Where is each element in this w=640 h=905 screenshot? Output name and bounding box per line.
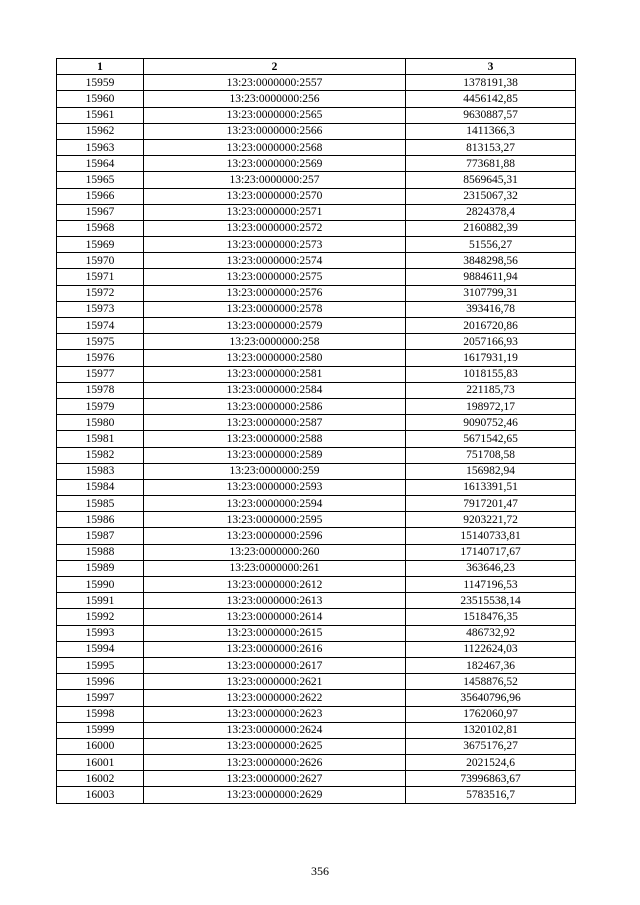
table-row [57,220,576,236]
table-row [57,496,576,512]
cadastral-number-cell: 13:23:0000000:2615 [144,625,406,641]
table-row [57,577,576,593]
table-row [57,204,576,220]
cadastral-number-cell: 13:23:0000000:2571 [144,204,406,220]
table-row [57,560,576,576]
row-number-cell: 15986 [57,512,144,528]
row-number-cell: 15981 [57,431,144,447]
table-row [57,479,576,495]
value-cell: 773681,88 [406,156,576,172]
row-number-cell: 15972 [57,285,144,301]
value-cell: 751708,58 [406,447,576,463]
table-row [57,123,576,139]
cadastral-number-cell: 13:23:0000000:2588 [144,431,406,447]
cadastral-number-cell: 13:23:0000000:2595 [144,512,406,528]
row-number-cell: 15998 [57,706,144,722]
cadastral-number-cell: 13:23:0000000:2572 [144,220,406,236]
value-cell: 2021524,6 [406,755,576,771]
value-cell: 198972,17 [406,398,576,414]
row-number-cell: 15970 [57,253,144,269]
row-number-cell: 15992 [57,609,144,625]
table-row [57,156,576,172]
table-row [57,301,576,317]
column-header-3: 3 [406,59,576,75]
value-cell: 2824378,4 [406,204,576,220]
cadastral-number-cell: 13:23:0000000:256 [144,91,406,107]
row-number-cell: 15962 [57,123,144,139]
row-number-cell: 15960 [57,91,144,107]
table-row [57,512,576,528]
table-row [57,544,576,560]
table-row [57,431,576,447]
table-row [57,91,576,107]
value-cell: 7917201,47 [406,496,576,512]
table-row [57,334,576,350]
row-number-cell: 15961 [57,107,144,123]
cadastral-number-cell: 13:23:0000000:2565 [144,107,406,123]
table-row [57,674,576,690]
row-number-cell: 15984 [57,479,144,495]
value-cell: 23515538,14 [406,593,576,609]
row-number-cell: 16002 [57,771,144,787]
value-cell: 2315067,32 [406,188,576,204]
row-number-cell: 15974 [57,318,144,334]
row-number-cell: 15988 [57,544,144,560]
row-number-cell: 15983 [57,463,144,479]
cadastral-number-cell: 13:23:0000000:2626 [144,755,406,771]
row-number-cell: 15968 [57,220,144,236]
table-row [57,738,576,754]
cadastral-number-cell: 13:23:0000000:2593 [144,479,406,495]
row-number-cell: 15989 [57,560,144,576]
cadastral-number-cell: 13:23:0000000:259 [144,463,406,479]
cadastral-number-cell: 13:23:0000000:2578 [144,301,406,317]
header-row [57,59,576,75]
value-cell: 3848298,56 [406,253,576,269]
value-cell: 221185,73 [406,382,576,398]
cadastral-number-cell: 13:23:0000000:2625 [144,738,406,754]
value-cell: 393416,78 [406,301,576,317]
value-cell: 1411366,3 [406,123,576,139]
cadastral-number-cell: 13:23:0000000:2594 [144,496,406,512]
cadastral-number-cell: 13:23:0000000:2616 [144,641,406,657]
table-row [57,787,576,803]
table-row [57,269,576,285]
cadastral-number-cell: 13:23:0000000:2569 [144,156,406,172]
cadastral-number-cell: 13:23:0000000:257 [144,172,406,188]
row-number-cell: 15978 [57,382,144,398]
cadastral-number-cell: 13:23:0000000:2617 [144,657,406,673]
cadastral-number-cell: 13:23:0000000:2586 [144,398,406,414]
value-cell: 5783516,7 [406,787,576,803]
value-cell: 486732,92 [406,625,576,641]
table-row [57,253,576,269]
cadastral-number-cell: 13:23:0000000:2580 [144,350,406,366]
table-row [57,463,576,479]
value-cell: 2160882,39 [406,220,576,236]
value-cell: 73996863,67 [406,771,576,787]
cadastral-number-cell: 13:23:0000000:2581 [144,366,406,382]
row-number-cell: 15987 [57,528,144,544]
row-number-cell: 15971 [57,269,144,285]
table-row [57,722,576,738]
value-cell: 35640796,96 [406,690,576,706]
table-row [57,366,576,382]
value-cell: 51556,27 [406,237,576,253]
value-cell: 4456142,85 [406,91,576,107]
value-cell: 2016720,86 [406,318,576,334]
value-cell: 15140733,81 [406,528,576,544]
row-number-cell: 15996 [57,674,144,690]
row-number-cell: 15994 [57,641,144,657]
row-number-cell: 15967 [57,204,144,220]
page-number: 356 [311,864,329,878]
cadastral-number-cell: 13:23:0000000:2612 [144,577,406,593]
row-number-cell: 15993 [57,625,144,641]
value-cell: 3675176,27 [406,738,576,754]
value-cell: 182467,36 [406,657,576,673]
value-cell: 363646,23 [406,560,576,576]
value-cell: 9884611,94 [406,269,576,285]
row-number-cell: 15985 [57,496,144,512]
cadastral-number-cell: 13:23:0000000:2587 [144,415,406,431]
cadastral-number-cell: 13:23:0000000:2573 [144,237,406,253]
table-row [57,609,576,625]
cadastral-number-cell: 13:23:0000000:2621 [144,674,406,690]
value-cell: 1320102,81 [406,722,576,738]
cadastral-number-cell: 13:23:0000000:2622 [144,690,406,706]
row-number-cell: 15966 [57,188,144,204]
row-number-cell: 15982 [57,447,144,463]
row-number-cell: 15976 [57,350,144,366]
value-cell: 813153,27 [406,139,576,155]
table-header [57,59,576,75]
cadastral-number-cell: 13:23:0000000:2589 [144,447,406,463]
table-row [57,657,576,673]
row-number-cell: 15964 [57,156,144,172]
cadastral-number-cell: 13:23:0000000:258 [144,334,406,350]
cadastral-number-cell: 13:23:0000000:2614 [144,609,406,625]
table-row [57,415,576,431]
column-header-1: 1 [57,59,144,75]
cadastral-number-cell: 13:23:0000000:2570 [144,188,406,204]
cadastral-number-cell: 13:23:0000000:2574 [144,253,406,269]
value-cell: 8569645,31 [406,172,576,188]
cadastral-number-cell: 13:23:0000000:2576 [144,285,406,301]
cadastral-number-cell: 13:23:0000000:2624 [144,722,406,738]
value-cell: 1147196,53 [406,577,576,593]
value-cell: 1458876,52 [406,674,576,690]
value-cell: 156982,94 [406,463,576,479]
table-row [57,528,576,544]
value-cell: 1378191,38 [406,75,576,91]
table-row [57,237,576,253]
table-row [57,398,576,414]
value-cell: 5671542,65 [406,431,576,447]
table-row [57,75,576,91]
data-table [56,58,576,804]
row-number-cell: 15965 [57,172,144,188]
value-cell: 9203221,72 [406,512,576,528]
row-number-cell: 15980 [57,415,144,431]
table-body [57,75,576,803]
column-header-2: 2 [144,59,406,75]
row-number-cell: 16003 [57,787,144,803]
table-row [57,690,576,706]
table-row [57,172,576,188]
cadastral-number-cell: 13:23:0000000:2629 [144,787,406,803]
cadastral-number-cell: 13:23:0000000:2566 [144,123,406,139]
table-row [57,139,576,155]
table-row [57,755,576,771]
cadastral-number-cell: 13:23:0000000:2568 [144,139,406,155]
value-cell: 1613391,51 [406,479,576,495]
row-number-cell: 15995 [57,657,144,673]
cadastral-number-cell: 13:23:0000000:260 [144,544,406,560]
row-number-cell: 15969 [57,237,144,253]
cadastral-number-cell: 13:23:0000000:2579 [144,318,406,334]
row-number-cell: 16000 [57,738,144,754]
cadastral-number-cell: 13:23:0000000:2623 [144,706,406,722]
value-cell: 17140717,67 [406,544,576,560]
row-number-cell: 15973 [57,301,144,317]
table-row [57,641,576,657]
table-row [57,447,576,463]
cadastral-number-cell: 13:23:0000000:2596 [144,528,406,544]
row-number-cell: 15979 [57,398,144,414]
cadastral-number-cell: 13:23:0000000:261 [144,560,406,576]
value-cell: 1762060,97 [406,706,576,722]
table-row [57,285,576,301]
table-row [57,771,576,787]
row-number-cell: 15977 [57,366,144,382]
table-row [57,107,576,123]
cadastral-number-cell: 13:23:0000000:2575 [144,269,406,285]
table-row [57,382,576,398]
table-row [57,188,576,204]
row-number-cell: 15991 [57,593,144,609]
value-cell: 1518476,35 [406,609,576,625]
table-row [57,318,576,334]
row-number-cell: 15999 [57,722,144,738]
row-number-cell: 15990 [57,577,144,593]
table-row [57,350,576,366]
value-cell: 1122624,03 [406,641,576,657]
row-number-cell: 15959 [57,75,144,91]
cadastral-number-cell: 13:23:0000000:2557 [144,75,406,91]
cadastral-number-cell: 13:23:0000000:2613 [144,593,406,609]
value-cell: 9090752,46 [406,415,576,431]
row-number-cell: 15963 [57,139,144,155]
value-cell: 1018155,83 [406,366,576,382]
table-row [57,625,576,641]
row-number-cell: 15997 [57,690,144,706]
cadastral-number-cell: 13:23:0000000:2627 [144,771,406,787]
cadastral-number-cell: 13:23:0000000:2584 [144,382,406,398]
table-row [57,706,576,722]
value-cell: 3107799,31 [406,285,576,301]
row-number-cell: 16001 [57,755,144,771]
table-row [57,593,576,609]
value-cell: 2057166,93 [406,334,576,350]
value-cell: 9630887,57 [406,107,576,123]
row-number-cell: 15975 [57,334,144,350]
value-cell: 1617931,19 [406,350,576,366]
